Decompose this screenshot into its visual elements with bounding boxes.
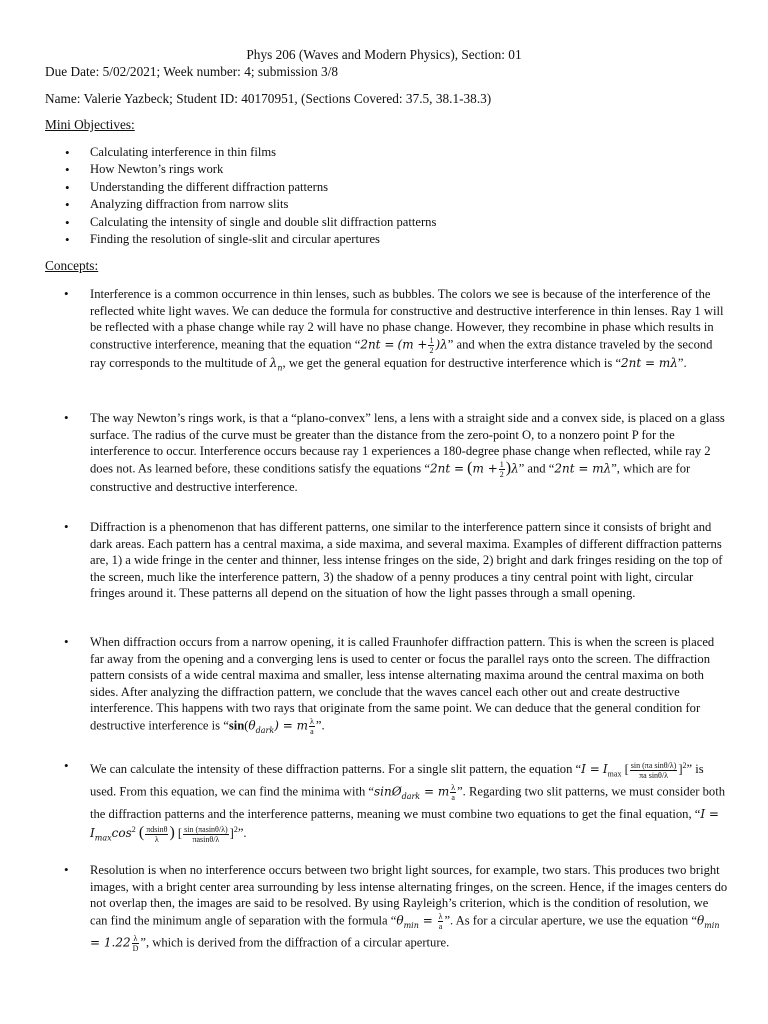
bullet-icon: • [64,862,69,877]
objectives-heading: Mini Objectives: [45,117,135,132]
objective-item: • Understanding the different diffraction patterns [45,179,436,196]
concept-diffraction-intensity: We can calculate the intensity of these diffraction patterns. For a single slit pattern, the equation “$I = I_{max}$ [ $\frac{\text{sin (πa sinθ/λ)}}{\text{πa sinθ/λ}}$ ]$^2$” is used. From this equation, we can find the minima with “sinØ$_{dark}$ = m $\frac{\lambda}{a}$ ”. Regarding two slit patterns, we must consider both the diffraction patterns and the interference patterns, meaning we must combine two equations to get the final equation, “$I = I_{max}\cos^2$ ( $\frac{\pi dsin\theta}{\lambda}$ ) [ $\frac{\sin (\pi asin\theta/\lambda)}{\pi asin\theta/\lambda}$ ]$^2$”. [90,760,726,845]
concept-diffraction-patterns: Diffraction is a phenomenon that has different patterns, one similar to the interference pattern since it consists of bright and dark areas. Each pattern has a central maxima, a side maxima, and several maxima. Examples of different diffraction patterns are, 1) a wide fringe in the center and thinner, less intense fringes on the side, 2) bright and dark fringes residing on the top of the screen, much like the interference pattern, 3) the shadow of a penny produces a tiny central point with light, circular fringes around it. These patterns all depend on the situation of how the light passes through a small opening. [90,520,723,601]
objective-item: • Calculating the intensity of single and double slit diffraction patterns [45,214,436,231]
objective-item: • Finding the resolution of single-slit and circular apertures [45,231,436,248]
concept-thin-film-interference: Interference is a common occurrence in thin lenses, such as bubbles. The colors we see is because of the interference of the reflected white light waves. We can deduce the formula for constructive and destructive interference in thin lenses. Ray 1 will be reflected with a phase change while ray 2 will have no phase change. However, they recombine in phase which results in constructive interference, meaning that the equation “2nt = (m + $\frac{1}{2}$ )λ” and when the extra distance traveled by the second ray corresponds to the multitude of $\lambda_n$, we get the general equation for destructive interference which is “2nt = mλ”. [90,287,724,373]
bullet-icon: • [64,410,69,425]
objectives-list [45,144,436,248]
concept-newtons-rings: The way Newton’s rings work, is that a “plano-convex” lens, a lens with a straight side and a convex side, is placed on a glass surface. The radius of the curve must be greater than the distance from the zero-point O, to a nonzero point P for the interference to occur. Interference occurs because ray 1 experiences a 180-degree phase change when reflected, while ray 2 does not. As learned before, these conditions satisfy the equations “2nt = (m + $\frac{1}{2}$ )λ” and “2nt = mλ”, which are for constructive and destructive interference. [90,411,725,494]
student-info-line: Name: Valerie Yazbeck; Student ID: 40170951, (Sections Covered: 37.5, 38.1-38.3) [45,91,492,106]
concepts-heading: Concepts: [45,258,99,273]
objective-item: • How Newton’s rings work [45,161,436,178]
bullet-icon: • [64,758,69,773]
objective-item: • Calculating interference in thin films [45,144,436,161]
bullet-icon: • [64,634,69,649]
objective-item: • Analyzing diffraction from narrow slits [45,196,436,213]
concept-fraunhofer-diffraction: When diffraction occurs from a narrow opening, it is called Fraunhofer diffraction pattern. This is when the screen is placed far away from the opening and a converging lens is used to center or focus the parallel rays onto the screen. The diffraction pattern consists of a wide central maxima and smaller, less intense alternating maxima around the central maxima on both sides. After analyzing the diffraction pattern, we conclude that the waves cancel each other out and create destructive interference. This happens with two rays that originate from the same point. We can deduce that the general condition for destructive interference is “$\sin(\theta_{dark}) = m$ $\frac{\lambda}{a}$ ”. [90,635,715,736]
due-date-line: Due Date: 5/02/2021; Week number: 4; submission 3/8 [45,64,339,79]
concept-resolution: Resolution is when no interference occurs between two bright light sources, for example, two stars. This produces two bright images, with a bright center area surrounding by less intense alternating fringes, on the screen. Hence, if the images centers do not overlap then, the images are said to be resolved. By using Rayleigh’s criterion, which is the condition of resolution, we can find the minimum angle of separation with the formula “$\theta_{min}$ = $\frac{\lambda}{a}$ ”. As for a circular aperture, we use the equation “$\theta_{min} = 1.22$ $\frac{\lambda}{D}$ ”, which is derived from the diffraction of a circular aperture. [90,863,728,954]
course-title: Phys 206 (Waves and Modern Physics), Section: 01 [246,47,522,62]
bullet-icon: • [64,286,69,301]
bullet-icon: • [64,519,69,534]
